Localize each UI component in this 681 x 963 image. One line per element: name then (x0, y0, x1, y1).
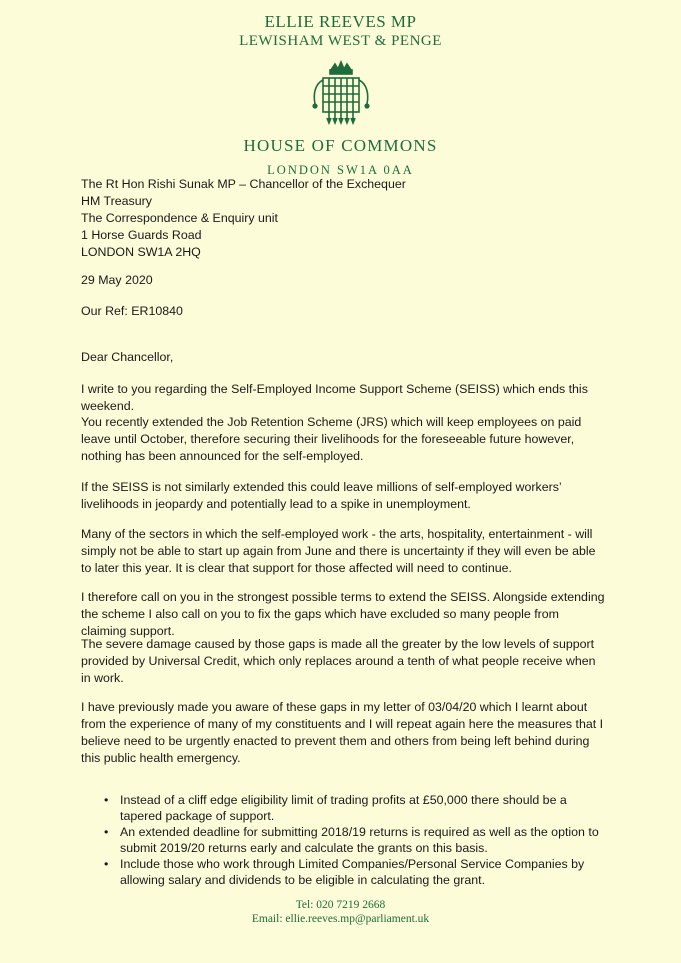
bullet-icon: • (104, 793, 109, 807)
mp-name: ELLIE REEVES MP (264, 12, 417, 31)
paragraph: The severe damage caused by those gaps is made all the greater by the low levels of support provided by Universal Credit, which only replaces around a tenth of what people receive when in work. (81, 637, 596, 685)
recipient-line: The Correspondence & Enquiry unit (81, 211, 278, 225)
portcullis-icon (309, 60, 373, 126)
paragraph: I write to you regarding the Self-Employed Income Support Scheme (SEISS) which ends this weekend. (81, 382, 588, 413)
recipient-line: 1 Horse Guards Road (81, 228, 202, 242)
constituency: LEWISHAM WEST & PENGE (239, 33, 442, 49)
salutation: Dear Chancellor, (81, 350, 174, 364)
bullet-icon: • (104, 825, 109, 839)
footer (0, 898, 681, 926)
list-item (104, 792, 604, 824)
letterhead (0, 12, 681, 178)
paragraph: If the SEISS is not similarly extended this could leave millions of self-employed workers’ livelihoods in jeopardy and potentially lead to a spike in unemployment. (81, 480, 562, 511)
recipient-line: LONDON SW1A 2HQ (81, 245, 201, 259)
footer-email: Email: ellie.reeves.mp@parliament.uk (251, 913, 430, 925)
list-item-text: Include those who work through Limited Companies/Personal Service Companies by allowing salary and dividends to be eligible in calculating the grant. (120, 857, 585, 887)
list-item-text: An extended deadline for submitting 2018/19 returns is required as well as the option to submit 2019/20 returns early and calculate the grants on this basis. (120, 825, 599, 855)
footer-tel: Tel: 020 7219 2668 (295, 899, 386, 911)
house-address: LONDON SW1A 0AA (267, 163, 414, 177)
bullet-icon: • (104, 857, 109, 871)
house-of-commons: HOUSE OF COMMONS (243, 136, 438, 155)
recipient-line: The Rt Hon Rishi Sunak MP – Chancellor of the Exchequer (81, 177, 406, 191)
list-item-text: Instead of a cliff edge eligibility limit of trading profits at £50,000 there should be a tapered package of support. (120, 793, 567, 823)
paragraph: I have previously made you aware of these gaps in my letter of 03/04/20 which I learnt about from the experience of many of my constituents and I will repeat again here the measures that I believe need to be urgently enacted to prevent them and others from being left behind during this public health emergency. (81, 700, 604, 765)
reference: Our Ref: ER10840 (81, 304, 183, 318)
letter-date: 29 May 2020 (81, 273, 153, 287)
list-item (104, 824, 604, 856)
recipient-address (81, 176, 606, 261)
recipient-line: HM Treasury (81, 194, 152, 208)
paragraph: You recently extended the Job Retention Scheme (JRS) which will keep employees on paid leave until October, therefore securing their livelihoods for the foreseeable future however, nothing has been announced for the self-employed. (81, 415, 582, 463)
paragraph: Many of the sectors in which the self-employed work - the arts, hospitality, entertainment - will simply not be able to start up again from June and there is uncertainty if they will even be able to later this year. It is clear that support for those affected will need to continue. (81, 527, 596, 575)
measures-list (104, 792, 604, 888)
list-item (104, 856, 604, 888)
paragraph: I therefore call on you in the strongest possible terms to extend the SEISS. Alongside extending the scheme I also call on you to fix the gaps which have excluded so many people from claiming support. (81, 590, 605, 638)
